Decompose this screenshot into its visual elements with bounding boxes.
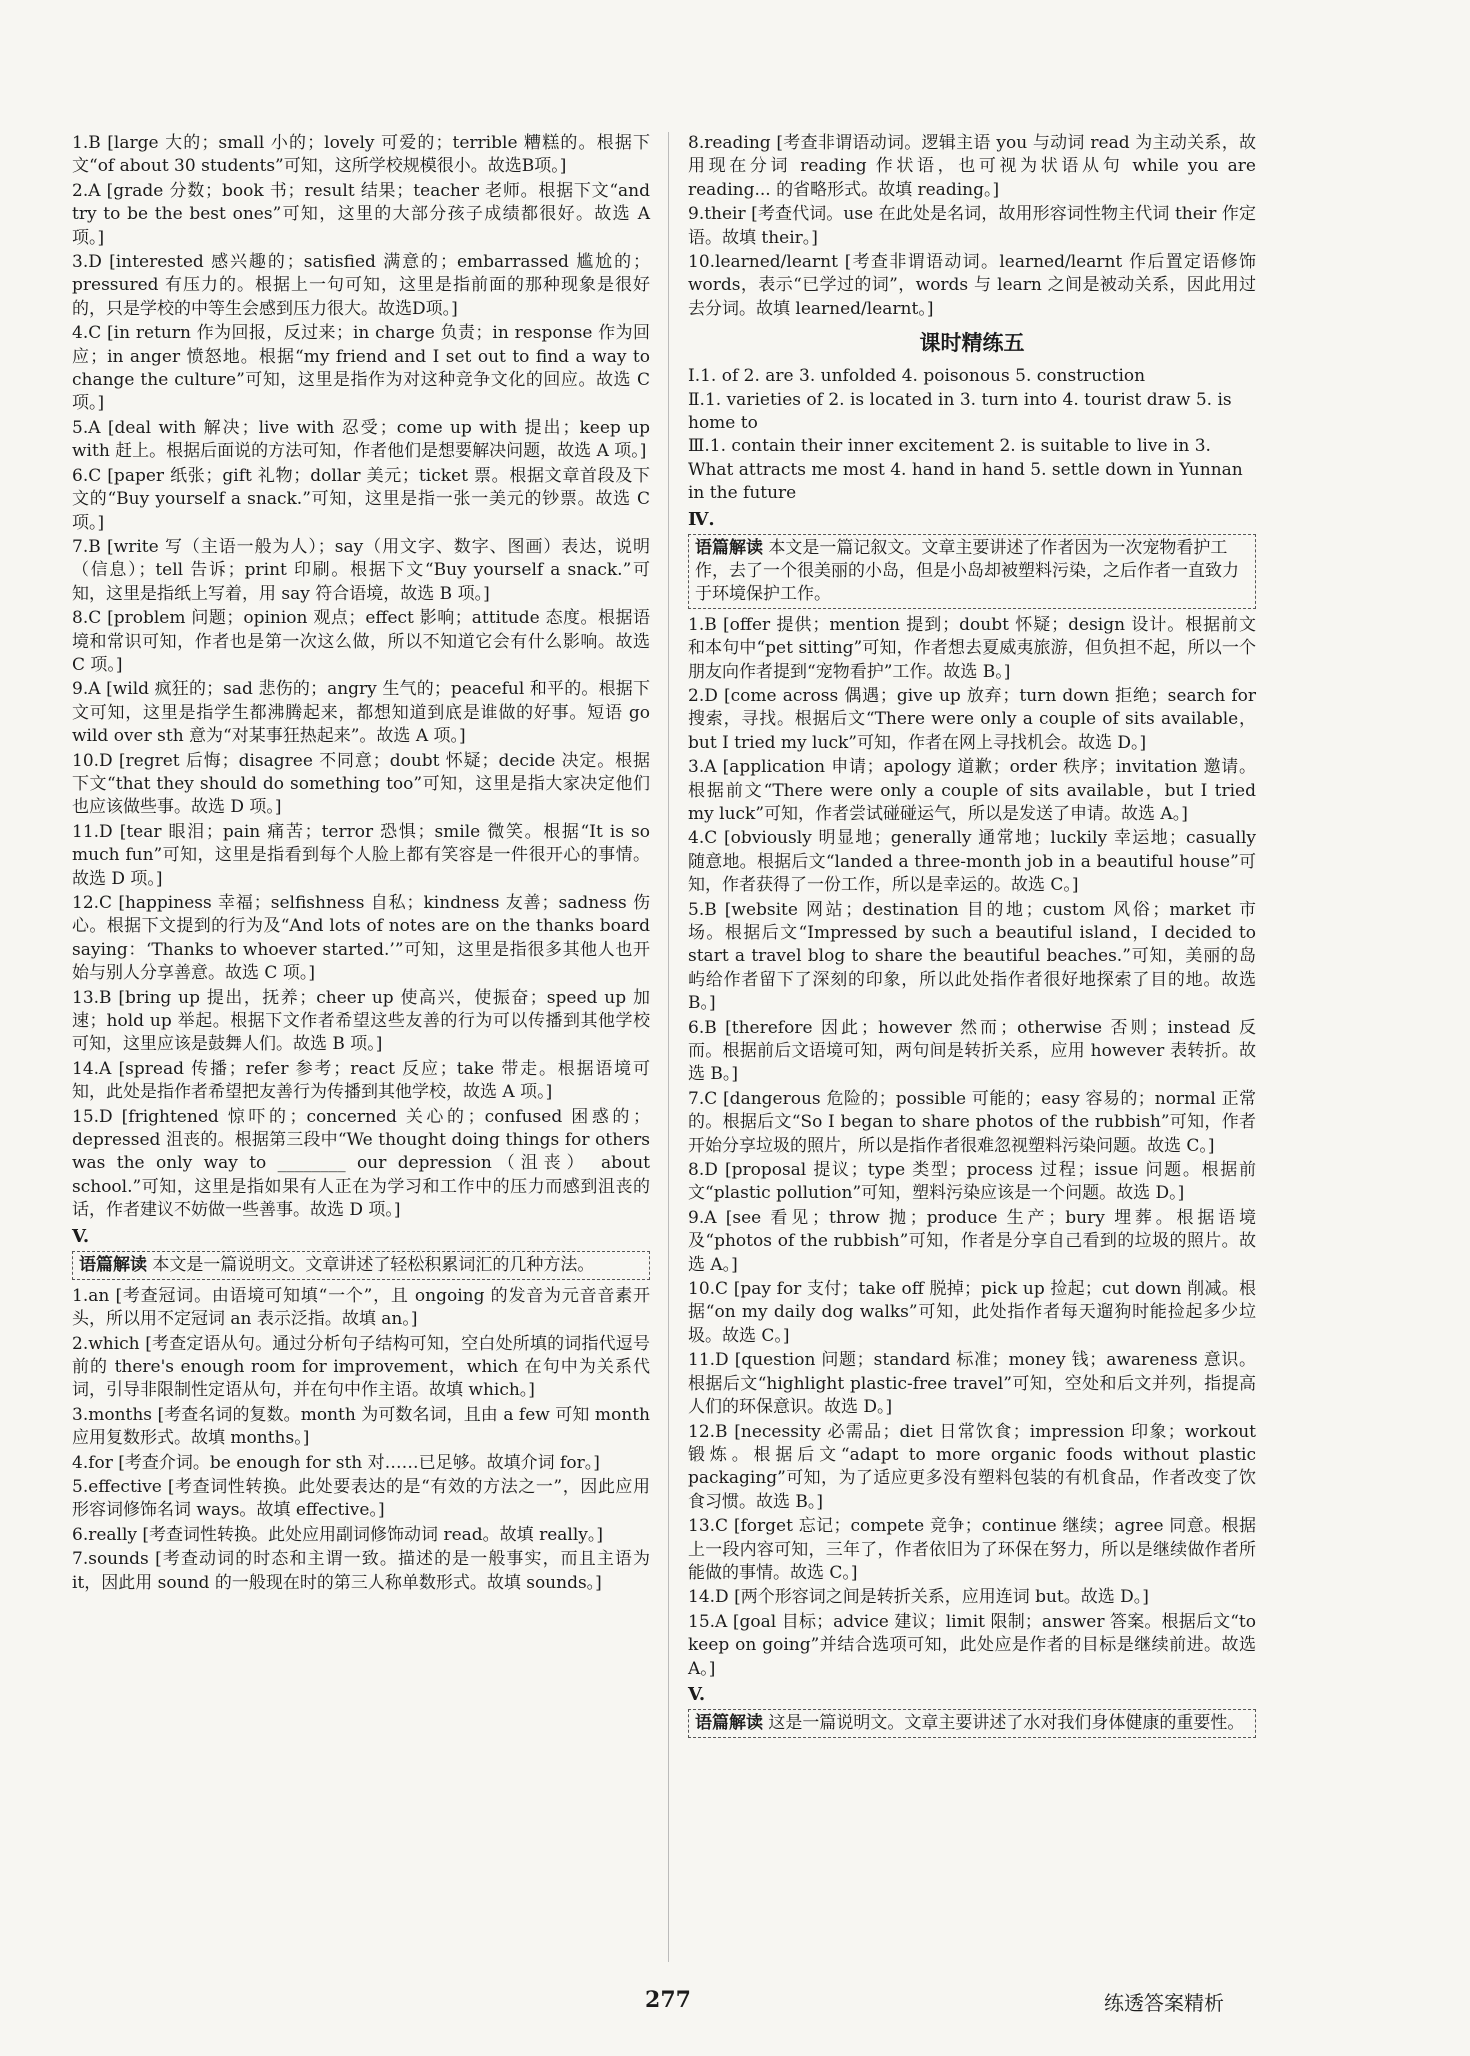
answer-item: 1.B [large 大的；small 小的；lovely 可爱的；terrible 糟糕的。根据下文“of about 30 students”可知，这所学校规模很小。故选B项。] — [72, 133, 650, 177]
answer-item: 10.learned/learnt [考查非谓语动词。learned/learnt 作后置定语修饰 words，表示“已学过的词”，words 与 learn 之间是被动关系，因此用过去分词。故填 learned/learnt。] — [688, 252, 1256, 319]
answer-item: 13.B [bring up 提出，抚养；cheer up 使高兴，使振奋；speed up 加速；hold up 举起。根据下文作者希望这些友善的行为可以传播到其他学校可知，这里应该是鼓舞人们。故选 B 项。] — [72, 987, 650, 1055]
answer-item: 7.C [dangerous 危险的；possible 可能的；easy 容易的；normal 正常的。根据后文“So I began to share photos of the rubbish”可知，作者开始分享垃圾的照片，所以是指作者很难忽视塑料污染问题。故选 C。] — [688, 1088, 1256, 1156]
reading-analysis-box — [688, 1709, 1256, 1738]
answer-item: 8.C [problem 问题；opinion 观点；effect 影响；attitude 态度。根据语境和常识可知，作者也是第一次这么做，所以不知道它会有什么影响。故选 C 项。] — [72, 608, 650, 675]
answer-item: 5.B [website 网站；destination 目的地；custom 风俗；market 市场。根据后文“Impressed by such a beautiful island，I decided to start a travel blog to share the beautiful beaches.”可知，美丽的岛屿给作者留下了深刻的印象，所以此处指作者很好地探索了目的地。故选 B。] — [688, 899, 1256, 1014]
right-question-list — [688, 614, 1256, 1681]
answer-item: 2.D [come across 偶遇；give up 放弃；turn down 拒绝；search for 搜索，寻找。根据后文“There were only a couple of sits available，but I tried my luck”可知，作者在网上寻找机会。故选 D。] — [688, 685, 1256, 753]
reading-analysis-label: 语篇解读 — [695, 1712, 763, 1733]
answer-item: 15.A [goal 目标；advice 建议；limit 限制；answer 答案。根据后文“to keep on going”并结合选项可知，此处应是作者的目标是继续前进。故选 A。] — [688, 1611, 1256, 1679]
answer-item: 11.D [tear 眼泪；pain 痛苦；terror 恐惧；smile 微笑。根据“It is so much fun”可知，这里是指看到每个人脸上都有笑容是一件很开心的事情。故选 D 项。] — [72, 821, 650, 889]
left-question-list — [72, 132, 650, 1223]
answer-item: 4.C [in return 作为回报，反过来；in charge 负责；in response 作为回应；in anger 愤怒地。根据“my friend and I set out to find a way to change the culture”可知，这里是指作为对这种竞争文化的回应。故选 C 项。] — [72, 323, 650, 414]
right-column — [688, 132, 1256, 1743]
answer-item: 9.A [see 看见；throw 抛；produce 生产；bury 埋葬。根据语境及“photos of the rubbish”可知，作者是分享自己看到的垃圾的照片。故选 A。] — [688, 1207, 1256, 1275]
answer-item: 15.D [frightened 惊吓的；concerned 关心的；confused 困惑的；depressed 沮丧的。根据第三段中“We thought doing things for others was the only way to ________ our depression（沮丧） about school.”可知，这里是指如果有人正在为学习和工作中的压力而感到沮丧的话，作者建议不妨做一些善事。故选 D 项。] — [72, 1106, 650, 1221]
column-divider — [668, 132, 669, 1962]
fill-answers-i: Ⅰ.1. of 2. are 3. unfolded 4. poisonous 5. construction — [688, 366, 1146, 387]
answer-item: 2.which [考查定语从句。通过分析句子结构可知，空白处所填的词指代逗号前的 there's enough room for improvement，which 在句中为关系代词，引导非限制性定语从句，并在句中作主语。故填 which。] — [72, 1333, 650, 1401]
answer-item: 3.months [考查名词的复数。month 为可数名词，且由 a few 可知 month 应用复数形式。故填 months。] — [72, 1404, 650, 1449]
answer-item: 13.C [forget 忘记；compete 竞争；continue 继续；agree 同意。根据上一段内容可知，三年了，作者依旧为了环保在努力，所以是继续做作者所能做的事情。故选 C。] — [688, 1516, 1256, 1583]
answer-item: 1.an [考查冠词。由语境可知填“一个”，且 ongoing 的发音为元音音素开头，所以用不定冠词 an 表示泛指。故填 an。] — [72, 1285, 650, 1330]
answer-item: 5.effective [考查词性转换。此处要表达的是“有效的方法之一”，因此应用形容词修饰名词 ways。故填 effective。] — [72, 1476, 650, 1521]
answer-item: 4.C [obviously 明显地；generally 通常地；luckily 幸运地；casually 随意地。根据后文“landed a three-month job in a beautiful house”可知，作者获得了一份工作，所以是幸运的。故选 C。] — [688, 828, 1256, 896]
answer-item: 9.A [wild 疯狂的；sad 悲伤的；angry 生气的；peaceful 和平的。根据下文可知，这里是指学生都沸腾起来，都想知道到底是谁做的好事。短语 go wild over sth 意为“对某事狂热起来”。故选 A 项。] — [72, 679, 650, 747]
answer-item: 3.A [application 申请；apology 道歉；order 秩序；invitation 邀请。根据前文“There were only a couple of sits available，but I tried my luck”可知，作者尝试碰碰运气，所以是发送了申请。故选 A。] — [688, 757, 1256, 824]
right-top-list — [688, 132, 1256, 321]
answer-item: 6.really [考查词性转换。此处应用副词修饰动词 read。故填 really。] — [72, 1524, 603, 1545]
section-v-heading: V. — [72, 1225, 90, 1247]
answer-item: 7.sounds [考查动词的时态和主谓一致。描述的是一般事实，而且主语为 it，因此用 sound 的一般现在时的第三人称单数形式。故填 sounds。] — [72, 1549, 650, 1593]
answer-item: 5.A [deal with 解决；live with 忍受；come up with 提出；keep up with 赶上。根据后面说的方法可知，作者他们是想要解决问题，故选 A 项。] — [72, 417, 650, 462]
left-column — [72, 132, 650, 1596]
reading-analysis-text: 本文是一篇说明文。文章讲述了轻松积累词汇的几种方法。 — [152, 1254, 595, 1275]
reading-analysis-text: 这是一篇说明文。文章主要讲述了水对我们身体健康的重要性。 — [768, 1712, 1245, 1733]
lesson-title: 课时精练五 — [919, 331, 1025, 356]
page-number: 277 — [645, 1987, 691, 2013]
answer-item: 6.C [paper 纸张；gift 礼物；dollar 美元；ticket 票。根据文章首段及下文的“Buy yourself a snack.”可知，这里是指一张一美元的钞票。故选 C 项。] — [72, 465, 650, 533]
book-title: 练透答案精析 — [1104, 1991, 1224, 2015]
answer-item: 2.A [grade 分数；book 书；result 结果；teacher 老师。根据下文“and try to be the best ones”可知，这里的大部分孩子成绩都很好。故选 A 项。] — [72, 180, 650, 248]
answer-item: 1.B [offer 提供；mention 提到；doubt 怀疑；design 设计。根据前文和本句中“pet sitting”可知，作者想去夏威夷旅游，但负担不起，所以一个朋友向作者提到“宠物看护”工作。故选 B。] — [688, 614, 1256, 682]
answer-item: 4.for [考查介词。be enough for sth 对……已足够。故填介词 for。] — [72, 1452, 600, 1473]
reading-analysis-text: 本文是一篇记叙文。文章主要讲述了作者因为一次宠物看护工作，去了一个很美丽的小岛，但是小岛却被塑料污染，之后作者一直致力于环境保护工作。 — [695, 537, 1239, 604]
answer-item: 10.D [regret 后悔；disagree 不同意；doubt 怀疑；decide 决定。根据下文“that they should do something too”可知，这里是指大家决定他们也应该做些事。故选 D 项。] — [72, 750, 650, 818]
fill-answers-ii: Ⅱ.1. varieties of 2. is located in 3. turn into 4. tourist draw 5. is home to — [688, 389, 1232, 434]
reading-analysis-box — [72, 1251, 650, 1280]
answer-item: 14.A [spread 传播；refer 参考；react 反应；take 带走。根据语境可知，此处是指作者希望把友善行为传播到其他学校，故选 A 项。] — [72, 1058, 650, 1103]
answer-item: 12.B [necessity 必需品；diet 日常饮食；impression 印象；workout 锻炼。根据后文“adapt to more organic foods without plastic packaging”可知，为了适应更多没有塑料包装的有机食品，作者改变了饮食习惯。故选 B。] — [688, 1421, 1256, 1512]
answer-item: 3.D [interested 感兴趣的；satisfied 满意的；embarrassed 尴尬的；pressured 有压力的。根据上一句可知，这里是指前面的那种现象是很好的，只是学校的中等生会感到压力很大。故选D项。] — [72, 252, 650, 319]
answer-item: 14.D [两个形容词之间是转折关系，应用连词 but。故选 D。] — [688, 1587, 1149, 1608]
answer-item: 12.C [happiness 幸福；selfishness 自私；kindness 友善；sadness 伤心。根据下文提到的行为及“And lots of notes are on the thanks board saying：‘Thanks to whoever started.’”可知，这里是指很多其他人也开始与别人分享善意。故选 C 项。] — [72, 893, 650, 984]
section-iv-heading: Ⅳ. — [688, 508, 715, 530]
reading-analysis-label: 语篇解读 — [79, 1254, 147, 1275]
fill-answers-iii: Ⅲ.1. contain their inner excitement 2. is suitable to live in 3. What attracts me most 4. hand in hand 5. settle down in Yunnan in the future — [688, 436, 1243, 504]
section-v-heading: V. — [688, 1683, 706, 1705]
answer-item: 10.C [pay for 支付；take off 脱掉；pick up 捡起；cut down 削减。根据“on my daily dog walks”可知，此处指作者每天遛狗时能捡起多少垃圾。故选 C。] — [688, 1279, 1256, 1346]
answer-item: 11.D [question 问题；standard 标准；money 钱；awareness 意识。根据后文“highlight plastic-free travel”可知，空处和后文并列，指提高人们的环保意识。故选 D。] — [688, 1350, 1256, 1418]
answer-item: 7.B [write 写（主语一般为人）；say（用文字、数字、图画）表达，说明（信息）；tell 告诉；print 印刷。根据下文“Buy yourself a snack.”可知，这里是指纸上写着，用 say 符合语境，故选 B 项。] — [72, 536, 650, 604]
reading-analysis-box — [688, 534, 1256, 609]
answer-item: 8.reading [考查非谓语动词。逻辑主语 you 与动词 read 为主动关系，故用现在分词 reading 作状语，也可视为状语从句 while you are reading... 的省略形式。故填 reading。] — [688, 133, 1256, 200]
answer-item: 6.B [therefore 因此；however 然而；otherwise 否则；instead 反而。根据前后文语境可知，两句间是转折关系，应用 however 表转折。故选 B。] — [688, 1017, 1256, 1085]
answer-item: 9.their [考查代词。use 在此处是名词，故用形容词性物主代词 their 作定语。故填 their。] — [688, 204, 1256, 248]
answer-item: 8.D [proposal 提议；type 类型；process 过程；issue 问题。根据前文“plastic pollution”可知，塑料污染应该是一个问题。故选 D。] — [688, 1160, 1256, 1204]
left-fill-list — [72, 1285, 650, 1595]
reading-analysis-label: 语篇解读 — [695, 537, 763, 558]
